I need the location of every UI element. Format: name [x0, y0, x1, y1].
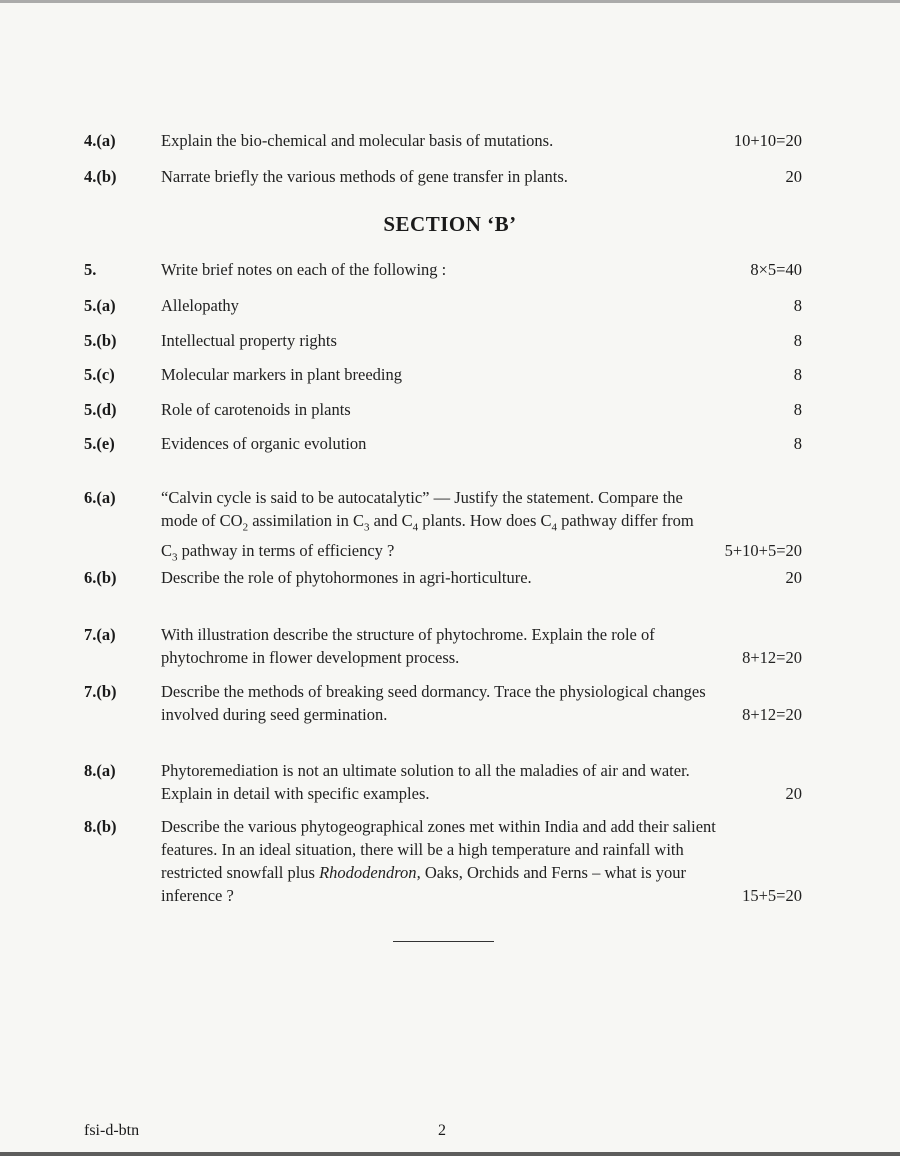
- text-line: Phytoremediation is not an ultimate solution to all the maladies of air and water.: [161, 761, 690, 780]
- end-divider: [393, 941, 494, 942]
- text-line: Describe the various phytogeographical zones met within India and add their salient: [161, 817, 716, 836]
- text-line: inference ? 15+5=20: [161, 886, 802, 905]
- question-marks: 8: [793, 331, 802, 350]
- text-line: involved during seed germination. 8+12=20: [161, 705, 802, 724]
- question-number: 7.(a): [84, 625, 116, 644]
- page-number: 2: [438, 1122, 446, 1139]
- text-line: $C_3$ pathway in terms of efficiency ? 5+10+5=20: [161, 539, 802, 569]
- footer-code: fsi-d-btn: [84, 1122, 140, 1139]
- question-marks: 20: [785, 568, 802, 587]
- question-marks: 8: [793, 296, 802, 315]
- question-number: 5.(c): [84, 365, 115, 384]
- question-marks: 8×5=40: [750, 260, 802, 279]
- question-marks: 8+12=20: [742, 648, 802, 667]
- text-line: mode of $CO_2$ assimilation in $C_3$ and $C_4$ plants. How does $C_4$ pathway differ from: [161, 511, 694, 534]
- question-marks: 15+5=20: [742, 886, 802, 905]
- question-number: 5.(d): [84, 400, 117, 419]
- question-marks: 8: [793, 400, 802, 419]
- question-marks: 10+10=20: [733, 131, 802, 150]
- question-text: Write brief notes on each of the following :: [161, 260, 447, 279]
- question-text: [161, 623, 802, 669]
- question-text: Evidences of organic evolution: [161, 434, 367, 453]
- question-marks: 20: [785, 784, 802, 803]
- question-number: 5.(a): [84, 296, 116, 315]
- question-number: 5.(b): [84, 331, 117, 350]
- question-marks: 8+12=20: [742, 705, 802, 724]
- text-line: “Calvin cycle is said to be autocatalytic” — Justify the statement. Compare the: [161, 488, 683, 507]
- page-edge-bottom: [0, 1152, 900, 1156]
- question-number: 4.(b): [84, 167, 117, 186]
- question-number: 4.(a): [84, 131, 116, 150]
- question-text: Describe the role of phytohormones in agri-horticulture.: [161, 568, 532, 587]
- question-text: [161, 486, 802, 570]
- question-text: [161, 759, 802, 805]
- question-text: Role of carotenoids in plants: [161, 400, 351, 419]
- question-text: Molecular markers in plant breeding: [161, 365, 402, 384]
- text-line: restricted snowfall plus Rhododendron, Oaks, Orchids and Ferns – what is your: [161, 863, 687, 882]
- question-number: 6.(a): [84, 488, 116, 507]
- question-marks: 8: [793, 365, 802, 384]
- text-line: Describe the methods of breaking seed dormancy. Trace the physiological changes: [161, 682, 706, 701]
- question-text: Allelopathy: [161, 296, 239, 315]
- question-marks: 20: [785, 167, 802, 186]
- text-line: features. In an ideal situation, there will be a high temperature and rainfall with: [161, 840, 684, 859]
- question-text: Intellectual property rights: [161, 331, 337, 350]
- question-number: 5.(e): [84, 434, 115, 453]
- page-edge-top: [0, 0, 900, 3]
- question-marks: 8: [793, 434, 802, 453]
- question-text: Explain the bio-chemical and molecular basis of mutations.: [161, 131, 554, 150]
- text-line: Explain in detail with specific examples. 20: [161, 784, 802, 803]
- section-heading: SECTION ‘B’: [383, 212, 517, 236]
- question-text: [161, 680, 802, 726]
- question-number: 5.: [84, 260, 97, 279]
- text-line: With illustration describe the structure of phytochrome. Explain the role of: [161, 625, 655, 644]
- question-text: Narrate briefly the various methods of gene transfer in plants.: [161, 167, 568, 186]
- question-text: [161, 815, 802, 907]
- question-number: 7.(b): [84, 682, 117, 701]
- text-line: phytochrome in flower development process. 8+12=20: [161, 648, 802, 667]
- question-number: 6.(b): [84, 568, 117, 587]
- question-number: 8.(a): [84, 761, 116, 780]
- question-marks: 5+10+5=20: [724, 541, 802, 561]
- question-number: 8.(b): [84, 817, 117, 836]
